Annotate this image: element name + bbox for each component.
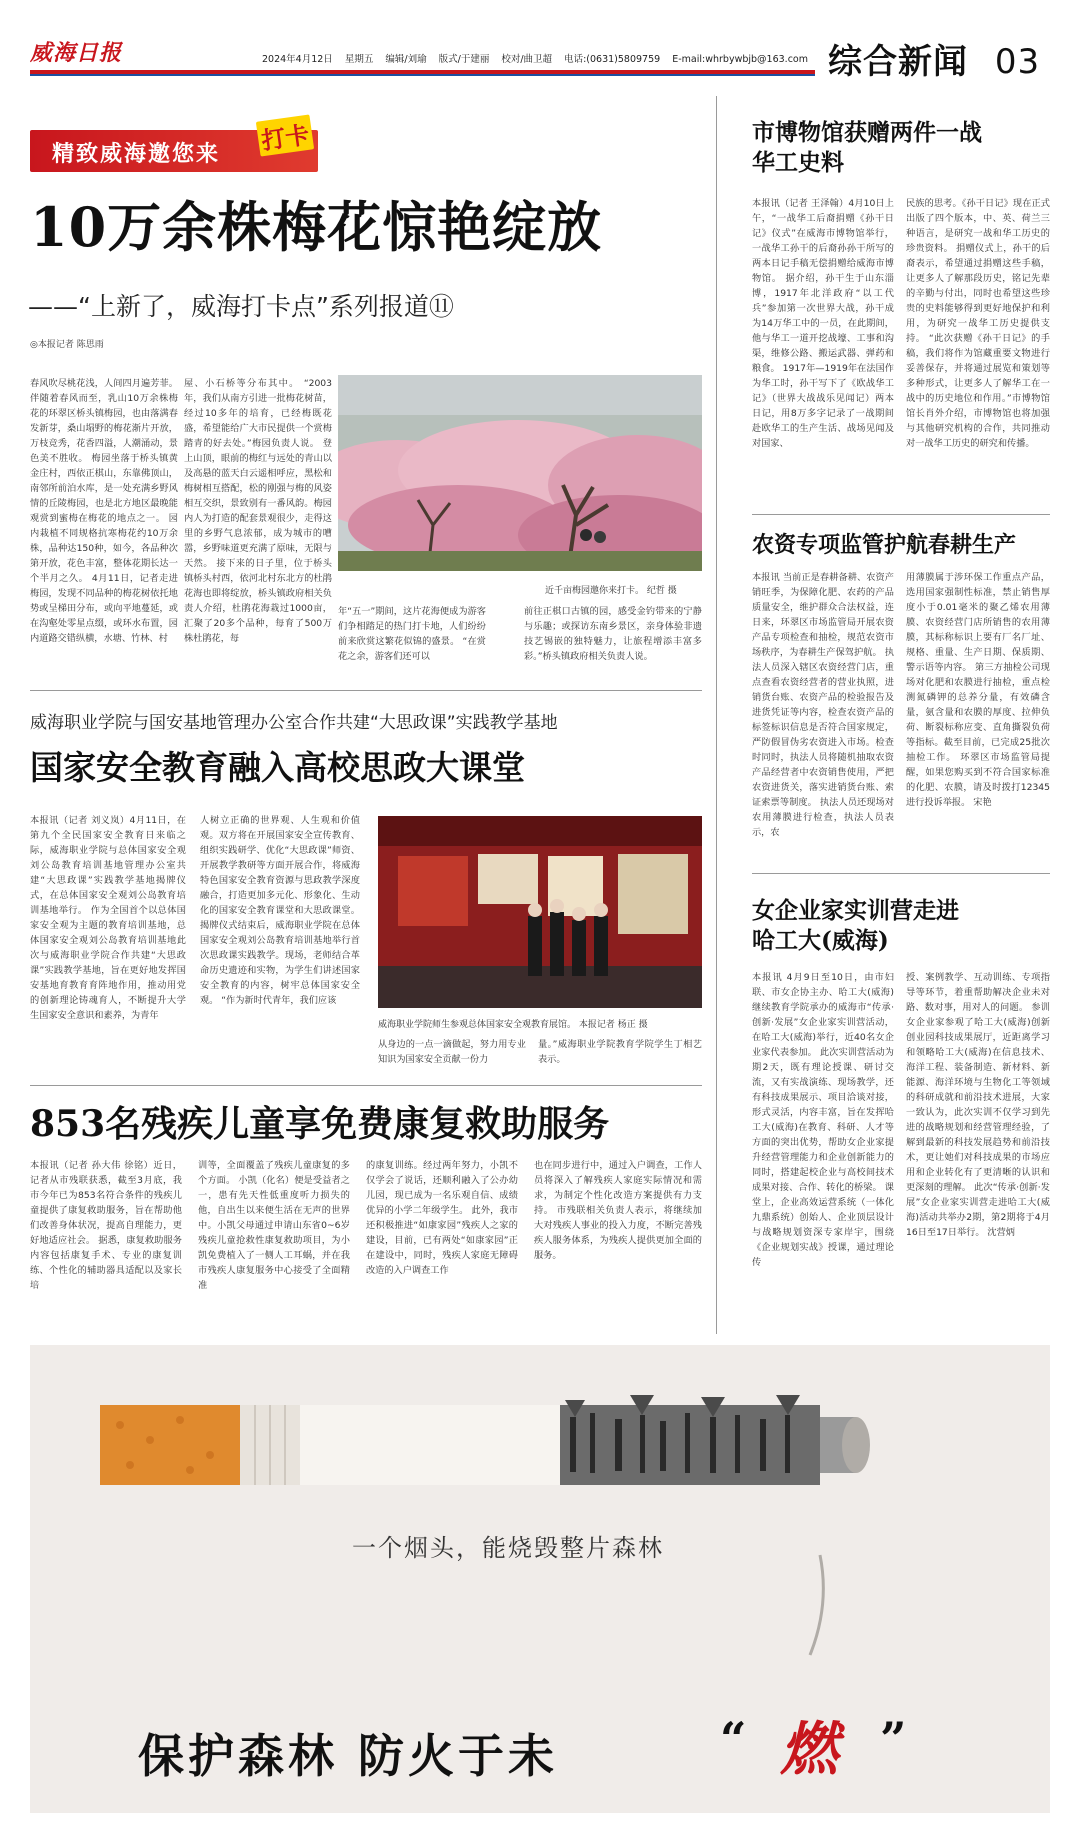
banner-text: 精致威海邀您来	[52, 142, 221, 167]
article1-col4: 前往正棋口古镇的园，感受金钓带来的宁静与乐趣；或探访东南乡景区，亲身体验非遗技艺锡嵌的独特魅力，让旅程增添丰富多彩。”桥头镇政府相关负责人说。	[524, 606, 702, 662]
article2-caption: 威海职业学院师生参观总体国家安全观教育展馆。 本报记者 杨正 摄	[378, 1020, 648, 1030]
right3-col1: 本报讯 4月9日至10日，由市妇联、市女企协主办、哈工大(威海)继续教育学院承办的威海市“传承·创新·发展”女企业家实训营活动，在哈工大(威海)举行，近40名女企业家代表参加。 此次实训营活动为期2天，既有理论授课、研讨交流，又有实战演练、现场教学，还有科技成果展示、项目洽谈对接，形式灵活，内容丰富，旨在发挥哈工大(威海)在教育、科研、人才等方面的突出优势，帮助女企业家提升经营管理能力和企业创新能力的同时，搭建起校企业与高校间技术成果对接、合作、转化的桥梁。 课堂上，企业高效运营系统（一体化九鼎系统）创始人、企业顶层设计与战略规划资深专家岸宇，围绕《企业规划实战》授课，通过理论传	[752, 972, 894, 1268]
right1-col2: 民族的思考。《孙干日记》现在正式出版了四个版本，中、英、荷兰三种语言，是研究一战和华工历史的珍贵资料。 捐赠仪式上，孙干的后裔表示，希望通过捐赠这些手稿，让更多人了解那段历史，铭记先辈的辛勤与付出，同时也希望这些珍贵的史料能够得到更好地保护和利用，为研究一战华工历史提供支持。 “此次获赠《孙干日记》的手稿，我们将作为馆藏重要文物进行妥善保存，并将通过展览和策划等多种形式，让更多人了解华工在一战中的历史地位和作用。”市博物馆馆长肖外介绍，市博物馆也将加强与其他研究机构的合作，共同推动对一战华工历史的研究和传播。	[906, 198, 1050, 449]
article-divider	[752, 514, 1050, 515]
right3-title-line1: 女企业家实训营走进	[752, 897, 959, 924]
article1-subtitle: ——“上新了，威海打卡点”系列报道⑪	[28, 292, 454, 321]
right2-title: 农资专项监管护航春耕生产	[752, 532, 1017, 558]
article1-col2: 屋、小石桥等分布其中。 “2003年，我们从南方引进一批梅花树苗，经过10多年的培育，已经梅既花盛，希望能给广大市民提供一个赏梅踏青的好去处。”梅园负责人说。 登上山顶，眼前的梅红与远处的青山以及高悬的蓝天白云遥相呼应，黑松和梅树相互搭配，松的刚强与梅的风姿相互交织，景致别有一番风韵。梅园内人为打造的配套景观很少，走得这里的乡野气息浓郁，成为城市的嘈嚣，乡野味道更充满了原味，无限与天然。 接下来的日子里，位于桥头镇桥头村西，依河北村东北方的杜鹃花海也即将绽放，桥头镇政府相关负责人介绍，杜鹃花海栽过1000亩，汇聚了20多个品种，每育了500万株杜鹃花，每	[184, 378, 332, 644]
right3-title-line2: 哈工大(威海)	[752, 927, 889, 954]
article-divider	[30, 690, 702, 691]
masthead-logo: 威海日报	[30, 40, 123, 66]
article-divider	[752, 873, 1050, 874]
article2-title: 国家安全教育融入高校思政大课堂	[30, 748, 525, 787]
article3-title: 853名残疾儿童享免费康复救助服务	[30, 1103, 610, 1145]
right2-col2: 用薄膜属于涉环保工作重点产品，选用国家强制性标准，禁止销售厚度小于0.01毫米的聚乙烯农用薄膜、农资经营门店所销售的农用薄膜，其标称标识上要有厂名厂址、规格、重量、生产日期、保质期、警示语等内容。 第三方抽检公司现场对化肥和农膜进行抽检，重点检测氮磷钾的总养分量，有效磷含量，氨含量和农膜的厚度、拉伸负荷、断裂标称应变、直角撕裂负荷等指标。截至目前，已完成25批次抽检工作。 环翠区市场监管局提醒，如果您购买到不符合国家标准的化肥、农膜，请及时拨打12345进行投诉举报。 宋艳	[906, 572, 1050, 808]
header-rule-blue	[30, 74, 815, 76]
right3-col2: 授、案例教学、互动训练、专项指导等环节，着重帮助解决企业未对路、数对事，用对人的问题。 参训女企业家参观了哈工大(威海)创新创业园科技成果展厅，近距离学习和领略哈工大(威海)在信息技术、海洋工程、装备制造、新材料、新能源、海洋环境与生物化工等领域的科研成就和前沿技术进展，大家一致认为，此次实训不仅学习到先进的战略规划和经营管理经验，了解到最新的科技发展趋势和前沿技术，更让她们对科技成果的市场应用和企业转化有了更清晰的认识和更深刻的理解。 此次“传承·创新·发展”女企业家实训营走进哈工大(威海)活动共举办2期，第2期将于4月16日至17日举行。 沈营炳	[906, 972, 1050, 1238]
page-number: 03	[994, 42, 1041, 82]
header-info	[262, 51, 817, 65]
section-title: 综合新闻	[828, 42, 968, 82]
ad-open-quote: “	[720, 1712, 747, 1766]
article2-col3: 从身边的一点一滴做起，努力用专业知识为国家安全贡献一份力	[378, 1039, 526, 1065]
editor-credit: 编辑/刘瑜	[385, 54, 427, 65]
layout-credit: 版式/于建丽	[438, 54, 490, 65]
article1-col1: 春风吹尽桃花浅，人间四月遍芳菲。伴随着春风而至，乳山10万余株梅花的环翠区桥头镇梅园，也由落满春发新芽，桑山塌野的梅花渐片开放，万枝竞秀，花香四溢，人潮涌动，景色美不胜收。 梅园坐落于桥头镇黄金庄村，西依正棋山，东靠佛顶山，南邻所前泊水库，是一处充满乡野风情的丘陵梅园，也是北方地区最晚能观赏到蜜梅在梅花的地点之一。 园内栽植不同规格抗寒梅花约10万余株，品种达150种，如今，各品种次第开放，花色丰富，整体花期长达一个半月之久。 4月11日，记者走进梅园，发现不同品种的梅花树依托地势或呈梯田分布，或向平地蔓延，或在沟壑处零星点缀，或环水布置，园内道路交错纵横，水塘、竹林、村	[30, 378, 178, 644]
article3-col1: 本报讯（记者 孙大伟 徐铭）近日，记者从市残联获悉，截至3月底，我市今年已为853名符合条件的残疾儿童提供了康复救助服务，旨在帮助他们改善身体状况，提高自理能力，更好地适应社会。 据悉，康复救助服务内容包括康复手术、专业的康复训练、个性化的辅助器具适配以及家长培	[30, 1160, 182, 1291]
ad-ran-character: 燃	[780, 1715, 839, 1783]
phone-number: 电话:(0631)5809759	[564, 54, 661, 65]
plum-garden-photo	[338, 375, 702, 571]
article2-kicker: 威海职业学院与国安基地管理办公室合作共建“大思政课”实践教学基地	[30, 713, 558, 733]
ad-subtitle: 一个烟头，能烧毁整片森林	[352, 1534, 664, 1562]
ad-close-quote: ”	[880, 1712, 907, 1766]
right3-title	[752, 896, 959, 956]
article3-col2: 训等，全面覆盖了残疾儿童康复的多个方面。 小凯（化名）便是受益者之一，患有先天性低重度听力损失的他，自出生以来便生活在无声的世界中。小凯父母通过申请山东省0~6岁残疾儿童抢救性康复救助项目，为小凯免费植入了一侧人工耳蜗，并在我市残疾人康复服务中心接受了全面精准	[198, 1160, 350, 1291]
ad-title: 保护森林 防火于未	[138, 1729, 559, 1783]
article2-col4: 量。”威海职业学院教育学院学生丁相艺表示。	[538, 1039, 702, 1065]
article1-col3: 年“五一”期间，这片花海便成为游客们争相踏足的热门打卡地，人们纷纷前来欣赏这繁花似锦的盛景。 “在赏花之余，游客们还可以	[338, 606, 486, 662]
right1-title-line1: 市博物馆获赠两件一战	[752, 119, 982, 146]
article1-title: 10万余株梅花惊艳绽放	[30, 195, 603, 259]
article2-col2: 人树立正确的世界观、人生观和价值观。双方将在开展国家安全宣传教育、组织实践研学、优化“大思政课”师资、开展教学教研等方面开展合作，将威海特色国家安全教育资源与思政教学深度融合，打造更加多元化、形象化、生动化的国家安全教育课堂和大思政课堂。 揭牌仪式结束后，威海职业学院在总体国家安全观刘公岛教育培训基地举行首次思政课实践教学。现场，老师结合革命历史遗迹和实物，为学生们讲述国家安全教育的内容，树牢总体国家安全观。 “作为新时代青年，我们应该	[200, 815, 360, 1006]
right2-col1: 本报讯 当前正是春耕备耕、农资产销旺季，为保障化肥、农药的产品质量安全，维护群众合法权益，连日来，环翠区市场监管局开展农资产品专项检查和抽检，规范农资市场秩序，为春耕生产保驾护航。 执法人员深入辖区农资经营门店，重点查看农资经营者的营业执照，进销货台账、农资产品的检验报告及进货凭证等内容，检查农资产品的标签标识信息是否符合国家规定，严防假冒伪劣农资进入市场。检查时同时，执法人员将随机抽取农资产品经营者中农资销售使用，严把农资进货关，落实进销货台账、索证索票等制度。 执法人员还现场对农用薄膜进行检查，执法人员表示，农	[752, 572, 894, 838]
article3-col3: 的康复训练。经过两年努力，小凯不仅学会了说话，还顺利融入了公办幼儿园，现已成为一名乐观自信、成绩优异的小学二年级学生。 此外，我市还积极推进“如康家园”残疾人之家的建设，目前，已有两处“如康家园”正在建设中，同时，残疾人家庭无障碍改造的入户调查工作	[366, 1160, 518, 1276]
section-header	[828, 34, 1040, 83]
right1-title	[752, 118, 982, 178]
article-divider	[30, 1085, 702, 1086]
issue-date: 2024年4月12日	[262, 54, 333, 65]
exhibition-photo	[378, 816, 702, 1008]
right1-title-line2: 华工史料	[752, 149, 844, 176]
proof-credit: 校对/曲卫超	[501, 54, 553, 65]
exhibition-illustration	[378, 816, 702, 1008]
article2-col1: 本报讯（记者 刘义岚）4月11日，在第九个全民国家安全教育日来临之际，威海职业学院与总体国家安全观刘公岛教育培训基地管理办公室共建“大思政课”实践教学基地揭牌仪式，在总体国家安全观刘公岛教育培训基地举行。 作为全国首个以总体国家安全观为主题的教育培训基地，总体国家安全观刘公岛教育培训基地此次与威海职业学院合作共建“大思政课”实践教学基地，旨在更好地发挥国安基地育教育育阵地作用，推动用党的创新理论铸魂育人，不断提升大学生国家安全意识和素养，为青年	[30, 815, 186, 1021]
column-divider	[716, 96, 717, 1334]
email-address: E-mail:whrbywbjb@163.com	[672, 54, 808, 65]
article1-byline: ◎本报记者 陈思雨	[30, 340, 104, 350]
article1-caption: 近千亩梅园邀你来打卡。 纪哲 摄	[545, 586, 677, 596]
issue-weekday: 星期五	[344, 54, 374, 65]
article3-col4: 也在同步进行中，通过入户调查，工作人员将深入了解残疾人家庭实际情况和需求，为制定个性化改造方案提供有力支持。 市残联相关负责人表示，将继续加大对残疾人事业的投入力度，不断完善残疾人服务体系，为残疾人提供更加全面的服务。	[534, 1160, 702, 1261]
right1-col1: 本报讯（记者 王泽翰）4月10日上午，“一战华工后裔捐赠《孙干日记》仪式”在威海市博物馆举行，一战华工孙干的后裔孙孙干所写的两本日记手稿无偿捐赠给威海市博物馆。 据介绍，孙干生于山东淄博，1917年北洋政府“以工代兵”参加第一次世界大战，孙干成为14万华工中的一员，在此期间，他与华工一道开挖战壕、工事和沟渠，维修公路、搬运武器、弹药和粮食。 1917年—1919年在法国作为华工时，孙干写下了《欧战华工记》（世界大战战乐见闻记）两本日记，用8万多字记录了一战期间赴欧华工的生产生活、战场见闻及对国家、	[752, 198, 894, 449]
plum-garden-illustration	[338, 375, 702, 571]
banner-highlight: 打卡	[256, 114, 314, 156]
